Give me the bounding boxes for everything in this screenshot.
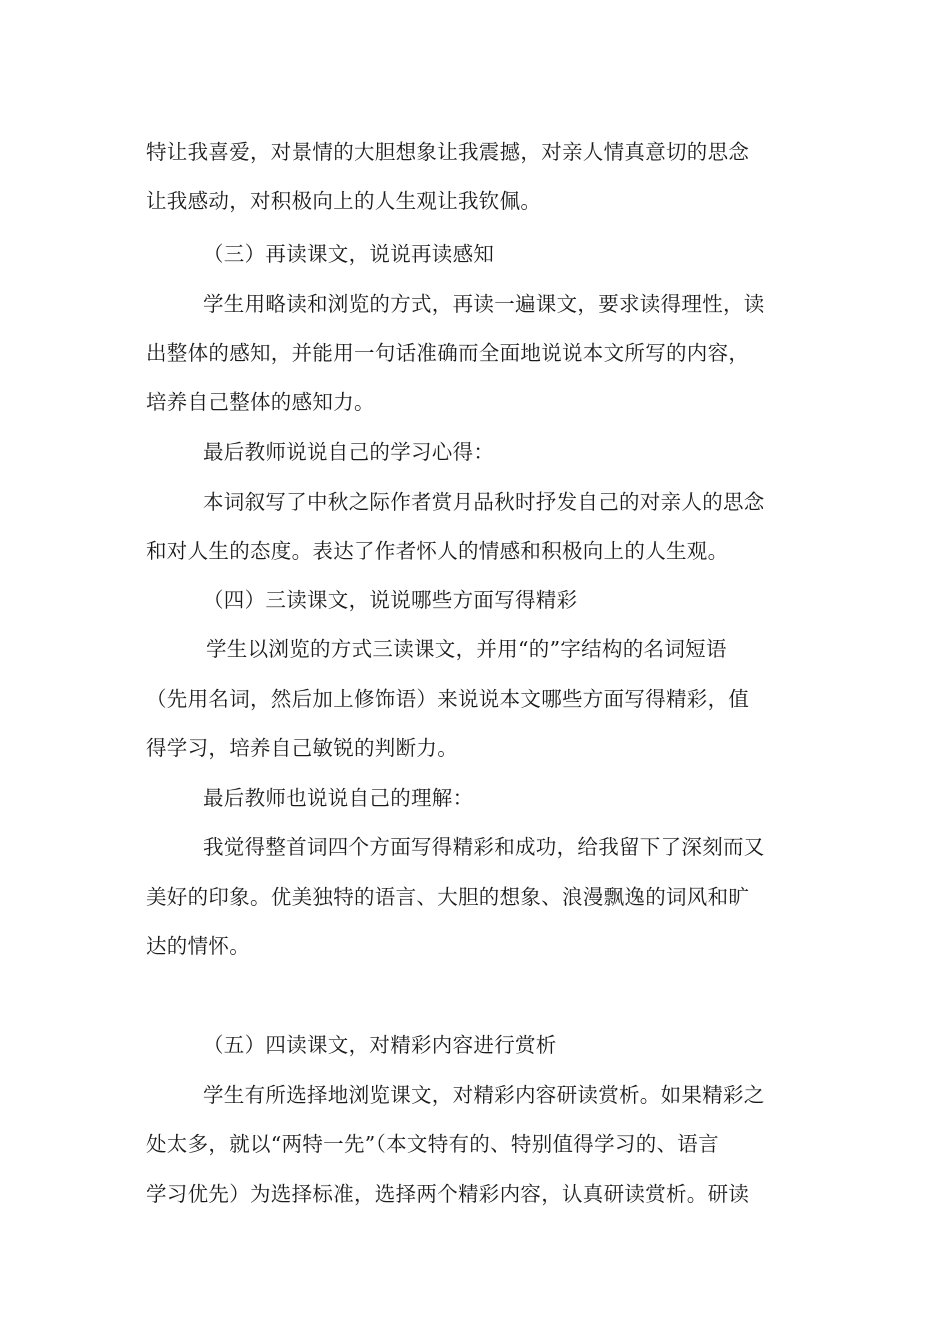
paragraph-line: 我觉得整首词四个方面写得精彩和成功，给我留下了深刻而又	[203, 835, 765, 859]
paragraph-line: 出整体的感知，并能用一句话准确而全面地说说本文所写的内容，	[146, 341, 750, 365]
paragraph-line: 让我感动，对积极向上的人生观让我钦佩。	[146, 189, 542, 213]
section-heading: （五）四读课文，对精彩内容进行赏析	[203, 1033, 557, 1057]
paragraph-line: （先用名词，然后加上修饰语）来说说本文哪些方面写得精彩，值	[146, 687, 750, 711]
paragraph-line: 学习优先）为选择标准，选择两个精彩内容，认真研读赏析。研读	[146, 1182, 750, 1206]
paragraph-line: 得学习，培养自己敏锐的判断力。	[146, 736, 458, 760]
paragraph-line: 学生用略读和浏览的方式，再读一遍课文，要求读得理性，读	[203, 292, 765, 316]
paragraph-line: 处太多，就以“两特一先”（本文特有的、特别值得学习的、语言	[146, 1132, 719, 1156]
paragraph-line: 学生以浏览的方式三读课文，并用“的”字结构的名词短语	[206, 637, 727, 661]
section-heading: （三）再读课文，说说再读感知	[203, 242, 495, 266]
paragraph-line: 美好的印象。优美独特的语言、大胆的想象、浪漫飘逸的词风和旷	[146, 885, 750, 909]
section-heading: （四）三读课文，说说哪些方面写得精彩	[203, 588, 578, 612]
paragraph-line: 学生有所选择地浏览课文，对精彩内容研读赏析。如果精彩之	[203, 1083, 765, 1107]
paragraph-line: 特让我喜爱，对景情的大胆想象让我震撼，对亲人情真意切的思念	[146, 140, 750, 164]
paragraph-line: 最后教师也说说自己的理解：	[203, 786, 474, 810]
paragraph-line: 和对人生的态度。表达了作者怀人的情感和积极向上的人生观。	[146, 539, 729, 563]
paragraph-line: 培养自己整体的感知力。	[146, 390, 375, 414]
paragraph-line: 最后教师说说自己的学习心得：	[203, 440, 495, 464]
paragraph-line: 本词叙写了中秋之际作者赏月品秋时抒发自己的对亲人的思念	[203, 490, 765, 514]
paragraph-line: 达的情怀。	[146, 934, 250, 958]
